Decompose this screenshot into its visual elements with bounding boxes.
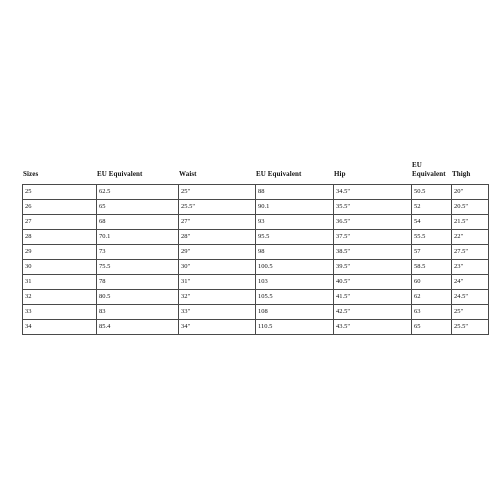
header-eu-equivalent-waist: EU Equivalent (256, 170, 302, 178)
size-chart (22, 150, 488, 335)
cell-eu-waist: 95.5 (256, 230, 334, 245)
cell-hip: 42.5" (334, 305, 412, 320)
cell-size: 26 (23, 200, 97, 215)
cell-size: 27 (23, 215, 97, 230)
cell-eu-hip: 63 (412, 305, 452, 320)
cell-eu-hip: 60 (412, 275, 452, 290)
cell-eu-waist: 108 (256, 305, 334, 320)
cell-eu-size: 65 (97, 200, 179, 215)
cell-waist: 31" (179, 275, 256, 290)
cell-size: 25 (23, 185, 97, 200)
cell-eu-hip: 62 (412, 290, 452, 305)
cell-size: 31 (23, 275, 97, 290)
cell-waist: 27" (179, 215, 256, 230)
table-row (23, 260, 489, 275)
cell-thigh: 20.5" (452, 200, 489, 215)
cell-size: 29 (23, 245, 97, 260)
cell-waist: 34" (179, 320, 256, 335)
cell-waist: 28" (179, 230, 256, 245)
cell-eu-size: 80.5 (97, 290, 179, 305)
cell-hip: 35.5" (334, 200, 412, 215)
cell-size: 28 (23, 230, 97, 245)
cell-thigh: 21.5" (452, 215, 489, 230)
cell-eu-hip: 54 (412, 215, 452, 230)
cell-eu-waist: 93 (256, 215, 334, 230)
cell-waist: 25.5" (179, 200, 256, 215)
cell-thigh: 25.5" (452, 320, 489, 335)
cell-thigh: 23" (452, 260, 489, 275)
cell-hip: 36.5" (334, 215, 412, 230)
cell-thigh: 24.5" (452, 290, 489, 305)
table-row (23, 215, 489, 230)
cell-hip: 34.5" (334, 185, 412, 200)
cell-eu-size: 83 (97, 305, 179, 320)
cell-thigh: 20" (452, 185, 489, 200)
cell-thigh: 27.5" (452, 245, 489, 260)
cell-eu-waist: 105.5 (256, 290, 334, 305)
size-table (22, 184, 489, 335)
cell-waist: 25" (179, 185, 256, 200)
cell-eu-size: 85.4 (97, 320, 179, 335)
table-row (23, 185, 489, 200)
table-row (23, 230, 489, 245)
cell-thigh: 25" (452, 305, 489, 320)
cell-eu-size: 68 (97, 215, 179, 230)
header-waist: Waist (179, 170, 197, 178)
cell-eu-size: 75.5 (97, 260, 179, 275)
cell-waist: 30" (179, 260, 256, 275)
cell-eu-size: 70.1 (97, 230, 179, 245)
cell-hip: 39.5" (334, 260, 412, 275)
cell-eu-size: 73 (97, 245, 179, 260)
cell-eu-waist: 100.5 (256, 260, 334, 275)
table-row (23, 200, 489, 215)
cell-eu-hip: 55.5 (412, 230, 452, 245)
header-thigh: Thigh (452, 170, 471, 178)
table-row (23, 275, 489, 290)
cell-thigh: 22" (452, 230, 489, 245)
cell-eu-hip: 52 (412, 200, 452, 215)
cell-eu-hip: 57 (412, 245, 452, 260)
cell-eu-hip: 50.5 (412, 185, 452, 200)
cell-eu-waist: 90.1 (256, 200, 334, 215)
cell-eu-waist: 110.5 (256, 320, 334, 335)
table-row (23, 290, 489, 305)
cell-waist: 33" (179, 305, 256, 320)
cell-size: 30 (23, 260, 97, 275)
cell-eu-waist: 88 (256, 185, 334, 200)
cell-eu-waist: 103 (256, 275, 334, 290)
cell-waist: 32" (179, 290, 256, 305)
cell-eu-waist: 98 (256, 245, 334, 260)
cell-thigh: 24" (452, 275, 489, 290)
header-hip: Hip (334, 170, 346, 178)
table-row (23, 245, 489, 260)
cell-hip: 43.5" (334, 320, 412, 335)
header-eu-equivalent-hip: EU Equivalent (412, 161, 446, 178)
cell-waist: 29" (179, 245, 256, 260)
cell-eu-hip: 65 (412, 320, 452, 335)
cell-size: 33 (23, 305, 97, 320)
table-row (23, 320, 489, 335)
cell-hip: 38.5" (334, 245, 412, 260)
size-table-body (23, 185, 489, 335)
cell-hip: 40.5" (334, 275, 412, 290)
header-sizes: Sizes (23, 170, 39, 178)
table-header (22, 150, 488, 184)
cell-size: 32 (23, 290, 97, 305)
cell-eu-size: 62.5 (97, 185, 179, 200)
cell-size: 34 (23, 320, 97, 335)
header-eu-equivalent-size: EU Equivalent (97, 170, 143, 178)
cell-eu-hip: 58.5 (412, 260, 452, 275)
table-row (23, 305, 489, 320)
cell-hip: 37.5" (334, 230, 412, 245)
cell-eu-size: 78 (97, 275, 179, 290)
cell-hip: 41.5" (334, 290, 412, 305)
